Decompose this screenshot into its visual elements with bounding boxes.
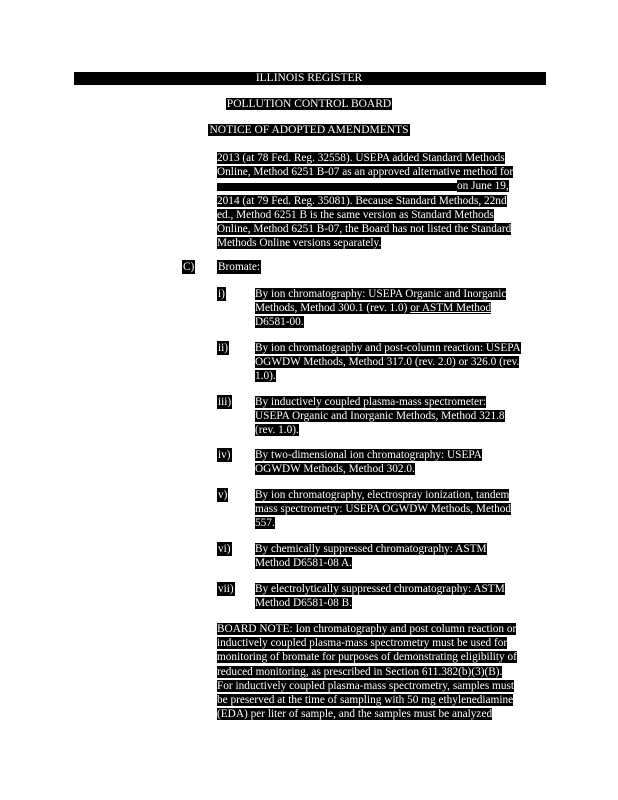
text-line: Online, Method 6251 B-07 as an approved alternative method for xyxy=(217,166,514,179)
item-number: v) xyxy=(218,489,228,501)
text-line: be preserved at the time of sampling with 50 mg ethylenediamine xyxy=(217,694,514,707)
text-line: mass spectrometry: USEPA OGWDW Methods, Method xyxy=(255,503,512,516)
text-line: monitoring of bromate for purposes of demonstrating eligibility of xyxy=(217,651,517,664)
text-line: By electrolytically suppressed chromatography: ASTM xyxy=(255,583,505,595)
register-title: ILLINOIS REGISTER xyxy=(255,72,363,84)
text-line: Online, Method 6251 B-07, the Board has not listed the Standard xyxy=(217,223,512,236)
intro-paragraph xyxy=(217,151,513,250)
text-line: 1.0). xyxy=(255,370,276,383)
list-item xyxy=(255,488,511,531)
board-title: POLLUTION CONTROL BOARD xyxy=(226,98,392,110)
item-number: iv) xyxy=(218,449,231,461)
text-line: reduced monitoring, as prescribed in Section 611.382(b)(3)(B). xyxy=(217,665,503,678)
item-number: iii) xyxy=(218,396,232,408)
text-line: By ion chromatography and post-column reaction: USEPA xyxy=(255,342,521,354)
item-number: i) xyxy=(218,288,225,300)
text-line: USEPA Organic and Inorganic Methods, Method 321.8 xyxy=(255,410,505,423)
text-line: 2014 (at 79 Fed. Reg. 35081). Because Standard Methods, 22nd xyxy=(217,194,507,207)
section-title: Bromate: xyxy=(218,261,261,273)
underlined-text: or ASTM Method xyxy=(410,302,492,315)
text-line: OGWDW Methods, Method 302.0. xyxy=(255,463,415,476)
text-line: By ion chromatography: USEPA Organic and Inorganic xyxy=(255,288,507,300)
board-note xyxy=(217,622,517,721)
text-line: 2013 (at 78 Fed. Reg. 32558). USEPA added Standard Methods xyxy=(217,152,505,164)
redacted-text xyxy=(217,183,457,191)
list-item xyxy=(255,582,505,610)
list-item xyxy=(255,287,506,330)
text-line: BOARD NOTE: Ion chromatography and post column reaction or xyxy=(217,623,517,635)
text-line: For inductively coupled plasma-mass spectrometry, samples must xyxy=(217,679,515,692)
text-line: (EDA) per liter of sample, and the samples must be analyzed xyxy=(217,708,493,721)
text-line: By two-dimensional ion chromatography: USEPA xyxy=(255,449,482,461)
text-line: on June 19, xyxy=(457,180,509,193)
list-item xyxy=(255,542,487,570)
text-line: (rev. 1.0). xyxy=(255,424,299,437)
text-line: D6581-00. xyxy=(255,316,304,329)
list-item xyxy=(255,448,482,476)
text-line: Methods, Method 300.1 (rev. 1.0) xyxy=(255,302,411,315)
text-line: Method D6581-08 B. xyxy=(255,597,352,610)
text-line: Methods Online versions separately. xyxy=(217,237,382,250)
text-line: ed., Method 6251 B is the same version as Standard Methods xyxy=(217,208,494,221)
list-item xyxy=(255,395,505,438)
text-line: By chemically suppressed chromatography: ASTM xyxy=(255,543,487,555)
text-line: By ion chromatography, electrospray ionization, tandem xyxy=(255,489,510,501)
item-number: vi) xyxy=(218,543,231,555)
item-number: vii) xyxy=(218,583,234,595)
section-label: C) xyxy=(183,261,195,273)
list-item xyxy=(255,341,521,384)
text-line: By inductively coupled plasma-mass spectrometer: xyxy=(255,396,486,408)
text-line: OGWDW Methods, Method 317.0 (rev. 2.0) or 326.0 (rev. xyxy=(255,356,520,369)
text-line: 557. xyxy=(255,517,275,530)
text-line: Method D6581-08 A. xyxy=(255,557,352,570)
item-number: ii) xyxy=(218,342,229,354)
notice-title: NOTICE OF ADOPTED AMENDMENTS xyxy=(209,124,409,136)
text-line: inductively coupled plasma-mass spectrometry must be used for xyxy=(217,637,508,650)
